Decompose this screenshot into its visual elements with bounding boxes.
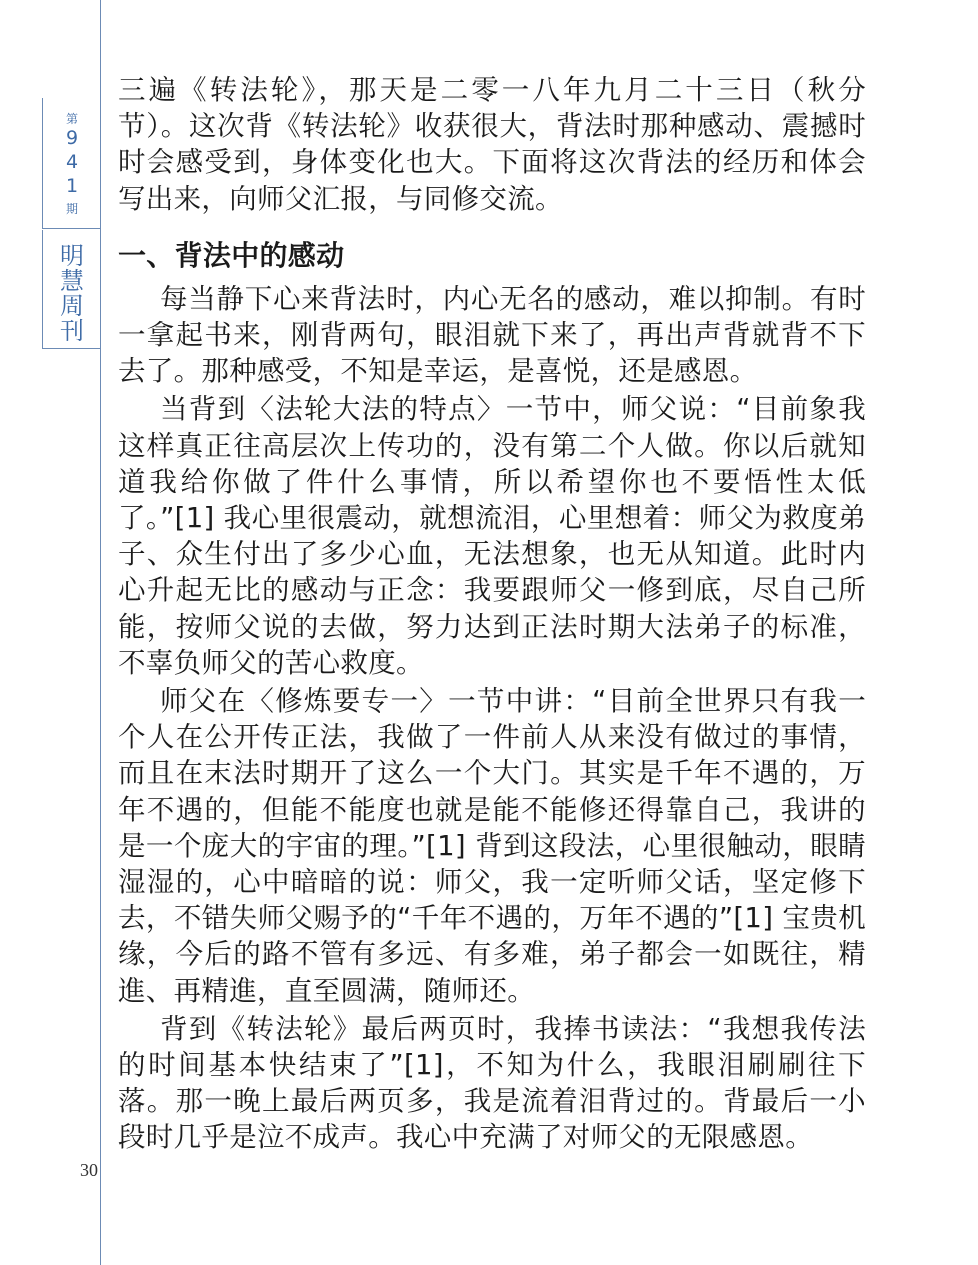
paragraph: 每当静下心来背法时，内心无名的感动，难以抑制。有时一拿起书来，刚背两句，眼泪就下来了，再出声背就背不下去了。那种感受，不知是幸运，是喜悦，还是感恩。 <box>118 282 866 388</box>
section-heading: 一、背法中的感动 <box>118 238 345 272</box>
paragraph: 当背到〈法轮大法的特点〉一节中，师父说：“目前象我这样真正往高层次上传功的，没有第二个人做。你以后就知道我给你做了件什么事情，所以希望你也不要悟性太低了。”[1] 我心里很震动，就想流泪，心里想着：师父为救度弟子、众生付出了多少心血，无法想象，也无从知道。此时内心升起无比的感动与正念：我要跟师父一修到底，尽自己所能，按师父说的去做，努力达到正法时期大法弟子的标准，不辜负师父的苦心救度。 <box>118 393 866 679</box>
publication-box <box>42 230 101 349</box>
issue-suffix: 期 <box>65 202 78 216</box>
paragraph: 背到《转法轮》最后两页时，我捧书读法：“我想我传法的时间基本快结束了”[1]，不知为什么，我眼泪刷刷往下落。那一晚上最后两页多，我是流着泪背过的。背最后一小段时几乎是泣不成声。我心中充满了对师父的无限感恩。 <box>118 1012 866 1154</box>
issue-digit: 9 <box>65 127 79 149</box>
issue-number-box <box>42 98 101 229</box>
issue-digit: 1 <box>65 175 79 197</box>
publication-name: 明慧周刊 <box>60 242 84 345</box>
opening-paragraph: 三遍《转法轮》，那天是二零一八年九月二十三日（秋分节）。这次背《转法轮》收获很大，背法时那种感动、震撼时时会感受到，身体变化也大。下面将这次背法的经历和体会写出来，向师父汇报，与同修交流。 <box>118 74 866 215</box>
article-body <box>118 72 866 1156</box>
issue-prefix: 第 <box>65 112 78 126</box>
paragraph: 师父在〈修炼要专一〉一节中讲：“目前全世界只有我一个人在公开传正法，我做了一件前人从来没有做过的事情，而且在末法时期开了这么一个大门。其实是千年不遇的，万年不遇的，但能不能度也就是能不能修还得靠自己，我讲的是一个庞大的宇宙的理。”[1] 背到这段法，心里很触动，眼睛湿湿的，心中暗暗的说：师父，我一定听师父话，坚定修下去，不错失师父赐予的“千年不遇的，万年不遇的”[1] 宝贵机缘，今后的路不管有多远、有多难，弟子都会一如既往，精進、再精進，直至圆满，随师还。 <box>118 685 866 1007</box>
page-number: 30 <box>80 1160 98 1180</box>
issue-digit: 4 <box>65 151 79 173</box>
